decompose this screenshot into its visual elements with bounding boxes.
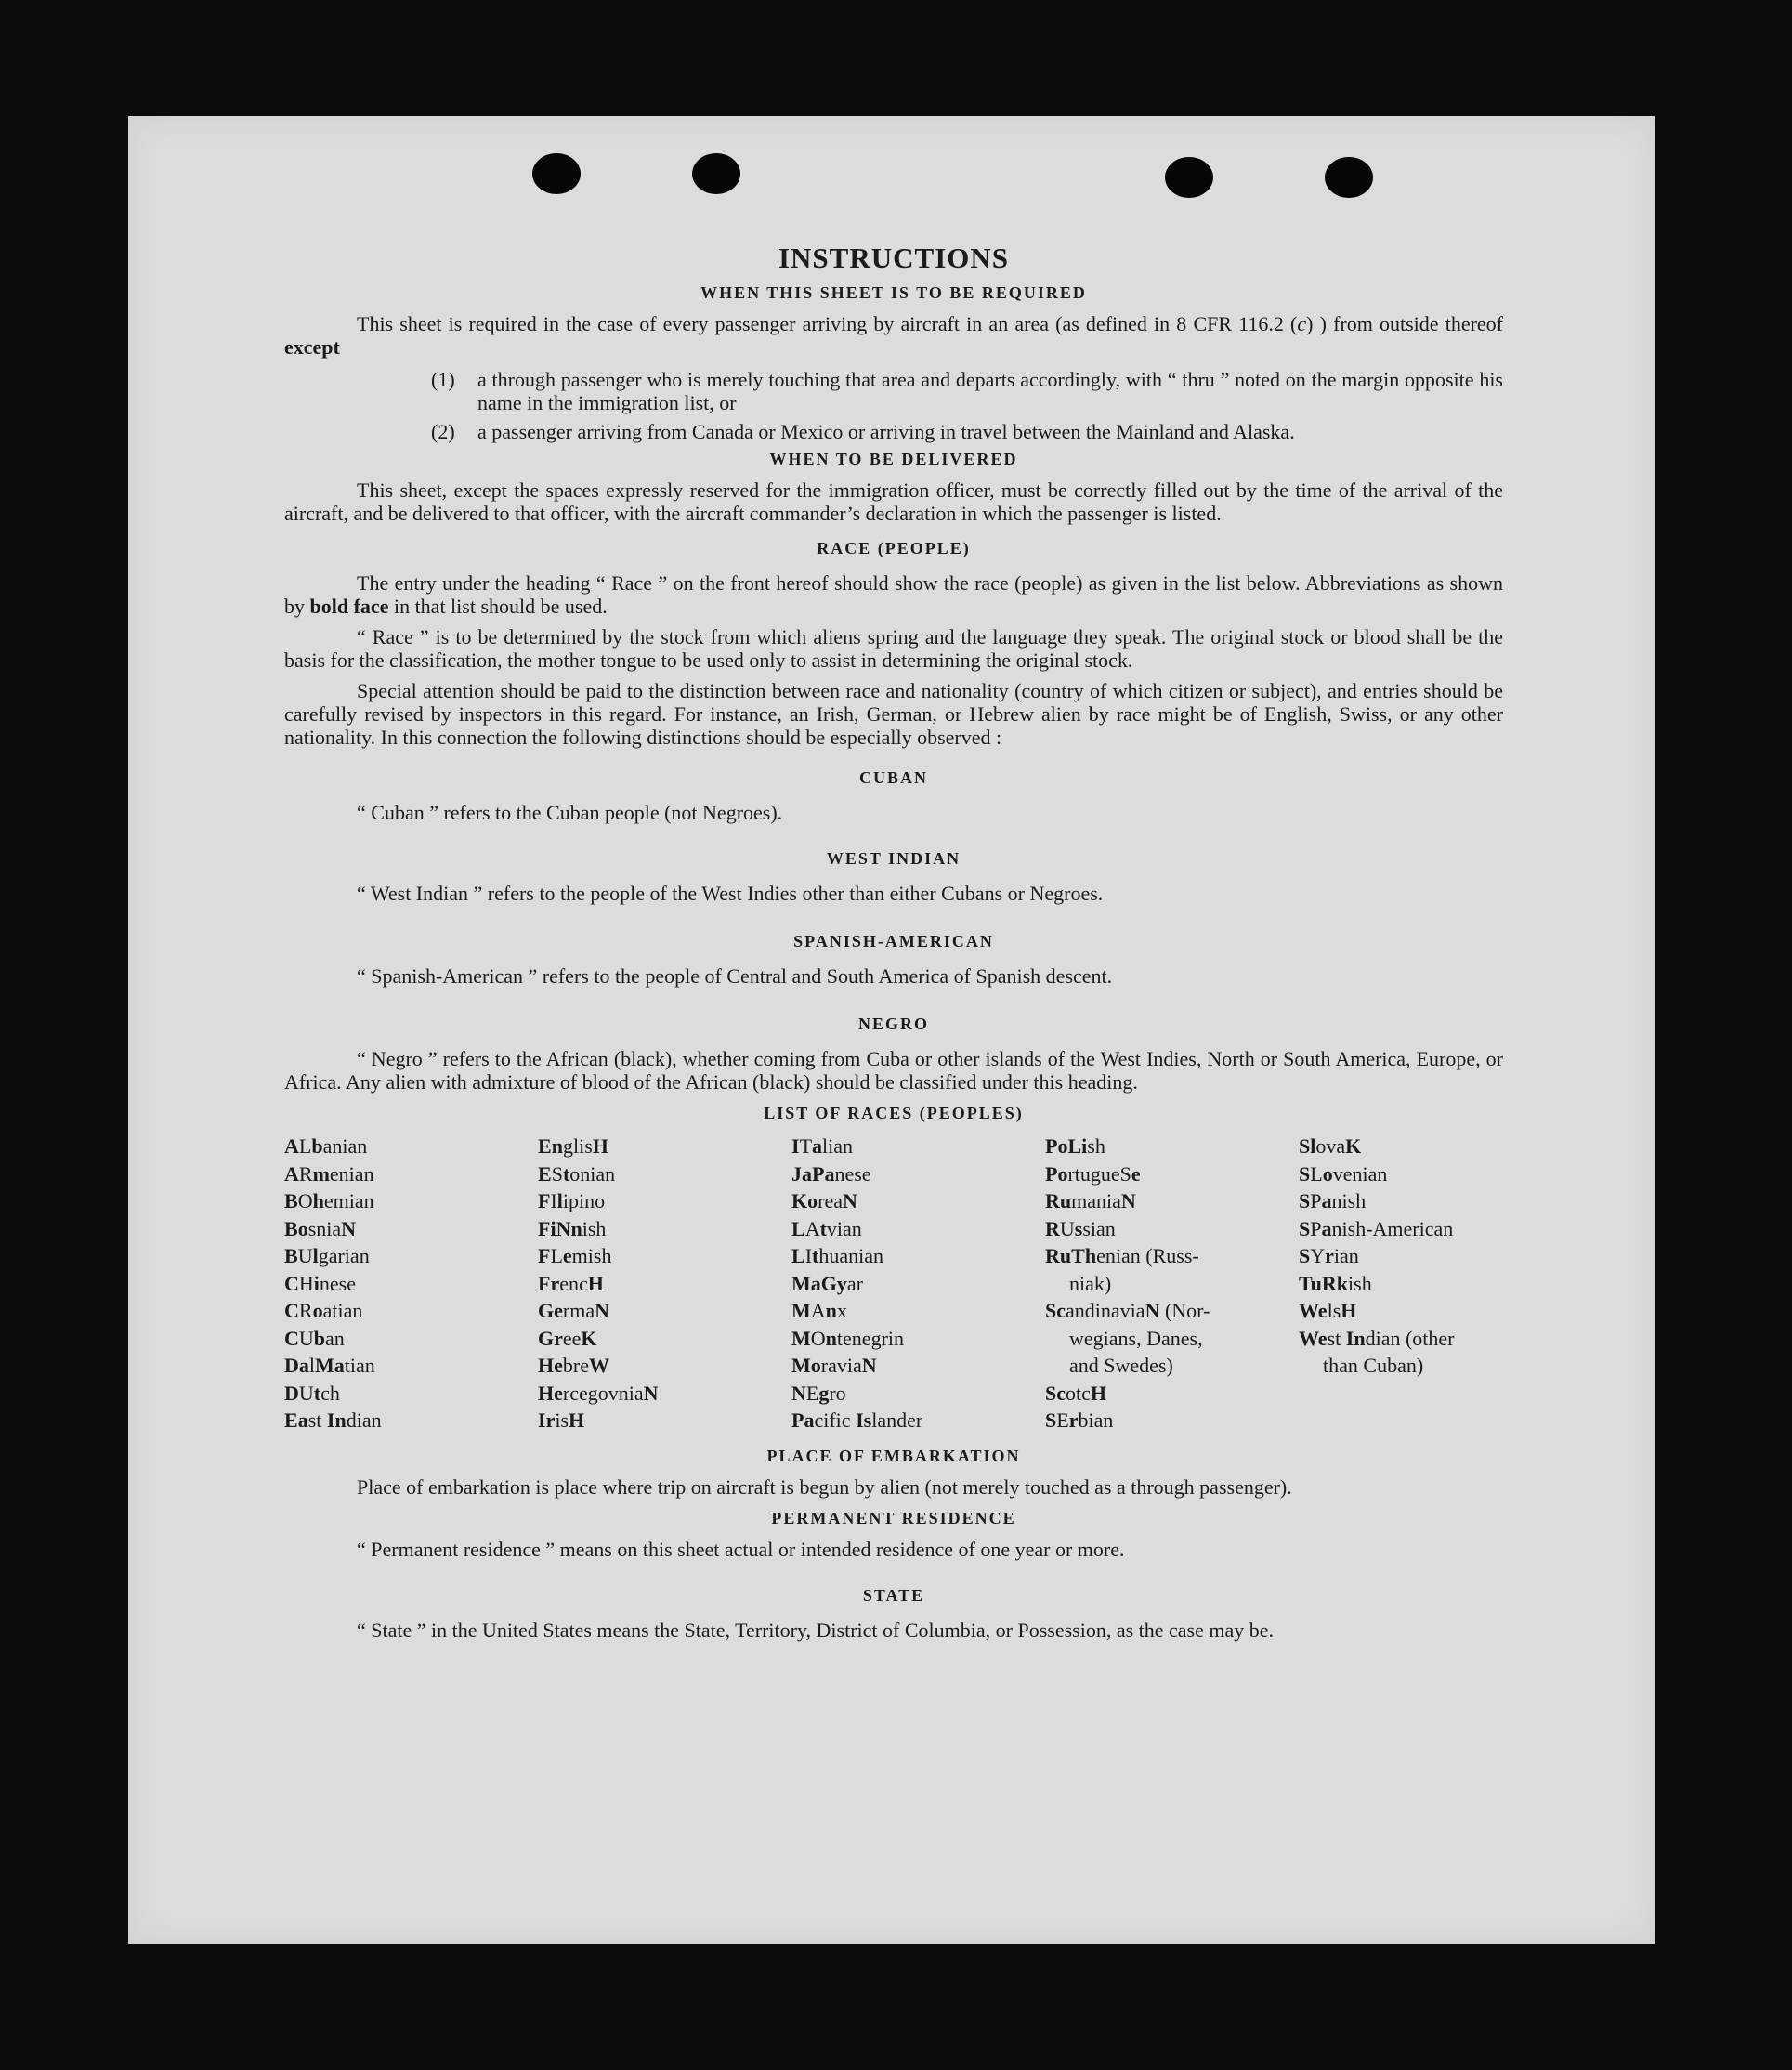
race-entry: MoraviaN [791, 1354, 877, 1377]
race-entry: West Indian (other [1299, 1326, 1455, 1350]
document-title: INSTRUCTIONS [778, 242, 1009, 274]
race-entry: MAnx [791, 1299, 847, 1322]
negro-text: “ Negro ” refers to the African (black), whether coming from Cuba or other islands of the West Indies, North or South America, Europe, or Africa. Any alien with admixture of blood of the African (black) should be classified under this heading. [284, 1047, 1503, 1094]
section-heading-cuban: CUBAN [858, 768, 928, 787]
race-entry: LAtvian [791, 1216, 862, 1240]
race-entry: SLovenian [1299, 1161, 1388, 1186]
race-entry: CHinese [284, 1271, 356, 1295]
race-entry: TuRkish [1299, 1271, 1372, 1295]
race-column [284, 1133, 538, 1435]
section-heading-west-indian: WEST INDIAN [826, 849, 961, 868]
race-entry: EnglisH [538, 1134, 608, 1158]
race-paragraph-1: The entry under the heading “ Race ” on the front hereof should show the race (people) as given in the list below. Abbreviations as shown by bold face in that list should be used. [284, 571, 1503, 618]
race-entry: wegians, Danes, [1069, 1326, 1203, 1350]
race-entry: MOntenegrin [791, 1326, 905, 1350]
race-entry: SYrian [1299, 1244, 1359, 1267]
cuban-text: “ Cuban ” refers to the Cuban people (not Negroes). [357, 801, 783, 824]
list-of-races-heading: LIST OF RACES (PEOPLES) [764, 1104, 1024, 1122]
race-entry: RumaniaN [1045, 1189, 1136, 1212]
race-entry: BosniaN [284, 1216, 357, 1240]
race-entry: East Indian [284, 1408, 382, 1432]
race-entry: DalMatian [284, 1354, 375, 1377]
race-entry: GreeK [538, 1326, 597, 1350]
race-entry: niak) [1069, 1271, 1112, 1295]
race-entry: RuThenian (Russ- [1045, 1244, 1199, 1267]
race-column [791, 1133, 1045, 1435]
race-entry: WelsH [1299, 1299, 1357, 1322]
race-column [1299, 1133, 1503, 1435]
race-column [1045, 1133, 1299, 1435]
section-heading-spanish-american: SPANISH-AMERICAN [793, 932, 994, 950]
race-entry: SPanish-American [1299, 1216, 1454, 1240]
race-entry: ARmenian [284, 1161, 374, 1186]
spanish-american-text: “ Spanish-American ” refers to the people of Central and South America of Spanish descent. [357, 964, 1113, 988]
section-heading-required: WHEN THIS SHEET IS TO BE REQUIRED [700, 283, 1087, 302]
section-heading-state: STATE [862, 1585, 925, 1605]
race-entry: CUban [284, 1326, 345, 1350]
punch-hole [692, 153, 740, 194]
race-paragraph-2: “ Race ” is to be determined by the stock from which aliens spring and the language they speak. The original stock or blood shall be the basis for the classification, the mother tongue to be used only to assist in determining the original stock. [284, 625, 1503, 672]
race-entry: HebreW [538, 1354, 609, 1377]
race-entry: KoreaN [791, 1189, 857, 1212]
race-entry: NEgro [791, 1381, 846, 1405]
residence-text: “ Permanent residence ” means on this sheet actual or intended residence of one year or more. [357, 1537, 1125, 1561]
race-entry: LIthuanian [791, 1244, 883, 1267]
race-entry: HercegovniaN [538, 1381, 659, 1405]
state-text: “ State ” in the United States means the State, Territory, District of Columbia, or Possession, as the case may be. [357, 1618, 1275, 1642]
west-indian-text: “ West Indian ” refers to the people of the West Indies other than either Cubans or Negroes. [357, 882, 1104, 905]
race-entry: PoLish [1045, 1134, 1105, 1158]
race-entry: GermaN [538, 1299, 609, 1322]
instructions-document [284, 242, 1503, 1642]
race-entry: Pacific Islander [791, 1408, 923, 1432]
punch-hole [532, 153, 581, 194]
exception-item: (1) a through passenger who is merely touching that area and departs accordingly, with “ thru ” noted on the margin opposite his name in the immigration list, or [431, 368, 1503, 414]
race-entry: ALbanian [284, 1134, 368, 1158]
required-intro: This sheet is required in the case of every passenger arriving by aircraft in an area (as defined in 8 CFR 116.2 (c) ) from outside thereof except [284, 312, 1503, 359]
race-entry: SPanish [1299, 1189, 1367, 1212]
section-heading-negro: NEGRO [857, 1015, 929, 1033]
race-entry: and Swedes) [1069, 1354, 1173, 1377]
race-entry: ITalian [791, 1134, 854, 1158]
race-entry: than Cuban) [1323, 1354, 1424, 1377]
race-column [538, 1133, 791, 1435]
section-heading-embarkation: PLACE OF EMBARKATION [766, 1446, 1021, 1465]
section-heading-delivered: WHEN TO BE DELIVERED [769, 450, 1018, 468]
race-entry: FIlipino [538, 1189, 606, 1212]
race-entry: EStonian [538, 1161, 616, 1186]
race-entry: RUssian [1045, 1216, 1116, 1240]
race-entry: CRoatian [284, 1299, 363, 1322]
section-heading-residence: PERMANENT RESIDENCE [771, 1508, 1016, 1527]
exception-item: (2) a passenger arriving from Canada or Mexico or arriving in travel between the Mainland and Alaska. [431, 420, 1295, 443]
race-entry: IrisH [538, 1408, 585, 1432]
section-heading-race: RACE (PEOPLE) [817, 539, 971, 557]
race-entry: FrencH [538, 1271, 604, 1295]
race-entry: FiNnish [538, 1216, 607, 1240]
race-entry: PortugueSe [1045, 1161, 1141, 1186]
delivered-text: This sheet, except the spaces expressly reserved for the immigration officer, must be correctly filled out by the time of the arrival of the aircraft, and be delivered to that officer, with the aircraft commander’s declaration in which the passenger is listed. [284, 478, 1503, 525]
race-entry: ScandinaviaN (Nor- [1045, 1299, 1210, 1322]
race-entry: FLemish [538, 1244, 612, 1267]
race-entry: SErbian [1045, 1408, 1114, 1432]
race-entry: MaGyar [791, 1271, 863, 1295]
embarkation-text: Place of embarkation is place where trip on aircraft is begun by alien (not merely touched as a through passenger). [357, 1474, 1292, 1499]
race-list [284, 1133, 1503, 1435]
race-paragraph-3: Special attention should be paid to the distinction between race and nationality (country of which citizen or subject), and entries should be carefully revised by inspectors in this regard. For instance, an Irish, German, or Hebrew alien by race might be of English, Swiss, or any other nationality. In this connection the following distinctions should be especially observed : [284, 679, 1503, 749]
race-entry: SlovaK [1299, 1134, 1362, 1158]
race-entry: BOhemian [284, 1189, 374, 1212]
race-entry: JaPanese [791, 1161, 871, 1186]
punch-hole [1325, 157, 1373, 198]
punch-hole [1165, 157, 1213, 198]
race-entry: DUtch [284, 1381, 340, 1405]
race-entry: ScotcH [1045, 1381, 1107, 1405]
race-entry: BUlgarian [284, 1244, 370, 1267]
